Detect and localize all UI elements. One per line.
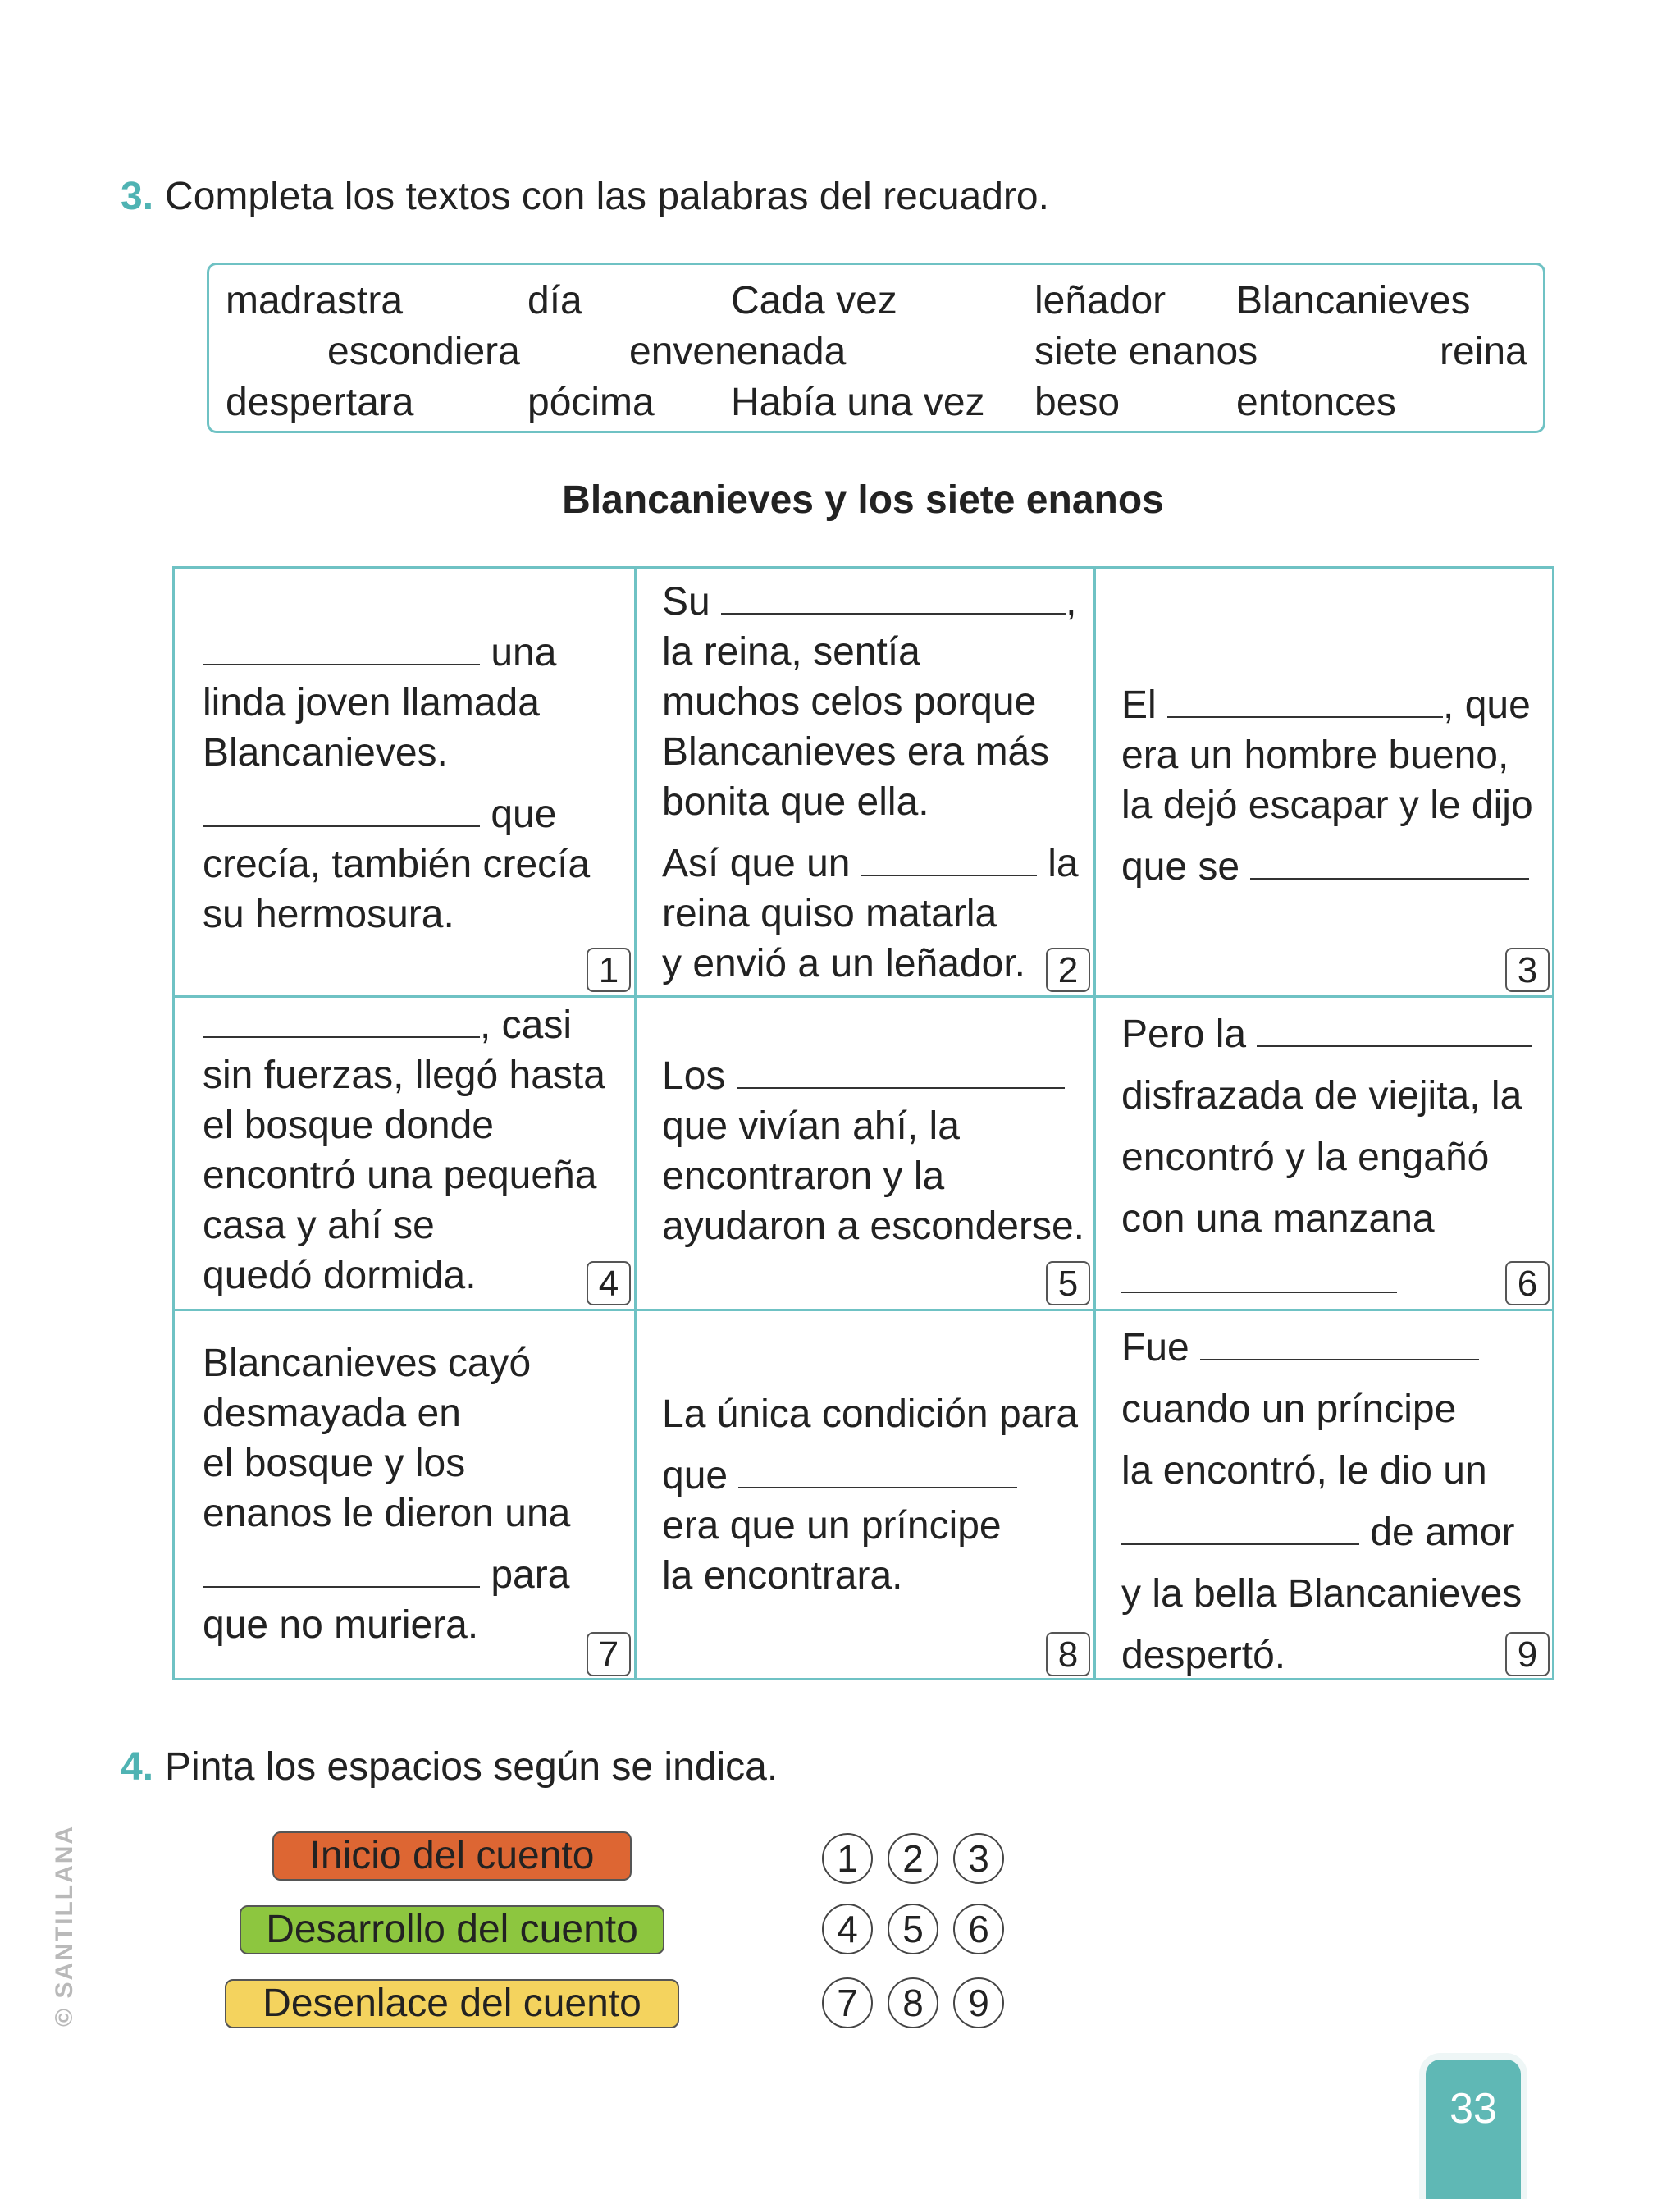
cell-number: 5 <box>1046 1261 1090 1305</box>
word-option: reina <box>1440 330 1527 373</box>
story-cell-7: Blancanieves cayó desmayada en el bosque y los enanos le dieron una para que no muriera. <box>203 1342 571 1647</box>
circle-option[interactable]: 7 <box>822 1977 873 2028</box>
circle-option[interactable]: 3 <box>953 1833 1004 1884</box>
word-option: pócima <box>527 381 655 424</box>
circle-option[interactable]: 6 <box>953 1904 1004 1954</box>
story-cell-1: una linda joven llamada Blancanieves. que crecía, también crecía su hermosura. <box>203 631 591 936</box>
word-box <box>207 263 1545 433</box>
word-option: escondiera <box>327 330 520 373</box>
answer-blank[interactable] <box>1167 682 1443 718</box>
story-cell-4: , casi sin fuerzas, llegó hasta el bosque donde encontró una pequeña casa y ahí se quedó dormida. <box>203 1003 605 1297</box>
circle-option[interactable]: 9 <box>953 1977 1004 2028</box>
story-cell-2: Su , la reina, sentía muchos celos porque Blancanieves era más bonita que ella. Así que un la reina quiso matarla y envió a un leñador. <box>662 580 1079 985</box>
answer-blank[interactable] <box>203 629 480 665</box>
word-option: entonces <box>1236 381 1396 424</box>
word-option: madrastra <box>226 279 404 322</box>
exercise-4-heading <box>121 1743 778 1792</box>
answer-blank[interactable] <box>737 1053 1065 1089</box>
story-grid <box>172 566 1554 1680</box>
word-option: Blancanieves <box>1236 279 1471 322</box>
story-cell-3: El , que era un hombre bueno, la dejó escapar y le dijo que se <box>1121 683 1533 889</box>
cell-number: 1 <box>587 948 631 992</box>
cell-number: 4 <box>587 1261 631 1305</box>
answer-blank[interactable] <box>1257 1011 1532 1047</box>
circle-option[interactable]: 2 <box>888 1833 938 1884</box>
answer-blank[interactable] <box>203 1002 480 1038</box>
circle-option[interactable]: 5 <box>888 1904 938 1954</box>
story-title: Blancanieves y los siete enanos <box>562 478 1164 522</box>
answer-blank[interactable] <box>1250 843 1529 880</box>
word-option: Había una vez <box>731 381 985 424</box>
answer-blank[interactable] <box>1121 1509 1359 1545</box>
tag-desarrollo: Desarrollo del cuento <box>240 1905 664 1954</box>
tag-inicio: Inicio del cuento <box>272 1831 632 1881</box>
story-cell-8: La única condición para que era que un príncipe la encontrara. <box>662 1392 1079 1598</box>
story-cell-6: Pero la disfrazada de viejita, la encontró y la engañó con una manzana <box>1121 1003 1532 1311</box>
answer-blank[interactable] <box>1121 1257 1397 1293</box>
answer-blank[interactable] <box>1200 1324 1479 1360</box>
word-option: envenenada <box>629 330 847 373</box>
cell-number: 3 <box>1505 948 1550 992</box>
exercise-3-heading <box>121 172 1049 222</box>
word-option: beso <box>1034 381 1121 424</box>
cell-number: 9 <box>1505 1632 1550 1676</box>
exercise-4-number: 4. <box>121 1745 154 1789</box>
word-option: despertara <box>226 381 414 424</box>
word-option: leñador <box>1034 279 1166 322</box>
exercise-4-instruction: Pinta los espacios según se indica. <box>165 1745 778 1789</box>
cell-number: 8 <box>1046 1632 1090 1676</box>
cell-number: 2 <box>1046 948 1090 992</box>
answer-blank[interactable] <box>738 1452 1017 1488</box>
answer-blank[interactable] <box>861 840 1037 876</box>
tag-desenlace: Desenlace del cuento <box>225 1979 679 2028</box>
circle-option[interactable]: 1 <box>822 1833 873 1884</box>
circle-option[interactable]: 8 <box>888 1977 938 2028</box>
word-option: día <box>527 279 582 322</box>
exercise-3-number: 3. <box>121 175 154 218</box>
answer-blank[interactable] <box>203 791 480 827</box>
word-option: siete enanos <box>1034 330 1258 373</box>
story-cell-5: Los que vivían ahí, la encontraron y la ayudaron a esconderse. <box>662 1054 1085 1248</box>
copyright-text: © SANTILLANA <box>51 1824 78 2027</box>
answer-blank[interactable] <box>203 1552 480 1588</box>
circle-option[interactable]: 4 <box>822 1904 873 1954</box>
page-number: 33 <box>1426 2060 1521 2199</box>
cell-number: 6 <box>1505 1261 1550 1305</box>
story-cell-9: Fue cuando un príncipe la encontró, le dio un de amor y la bella Blancanieves despertó. <box>1121 1326 1522 1677</box>
word-option: Cada vez <box>731 279 897 322</box>
cell-number: 7 <box>587 1632 631 1676</box>
answer-blank[interactable] <box>721 578 1066 615</box>
exercise-3-instruction: Completa los textos con las palabras del recuadro. <box>165 175 1049 218</box>
